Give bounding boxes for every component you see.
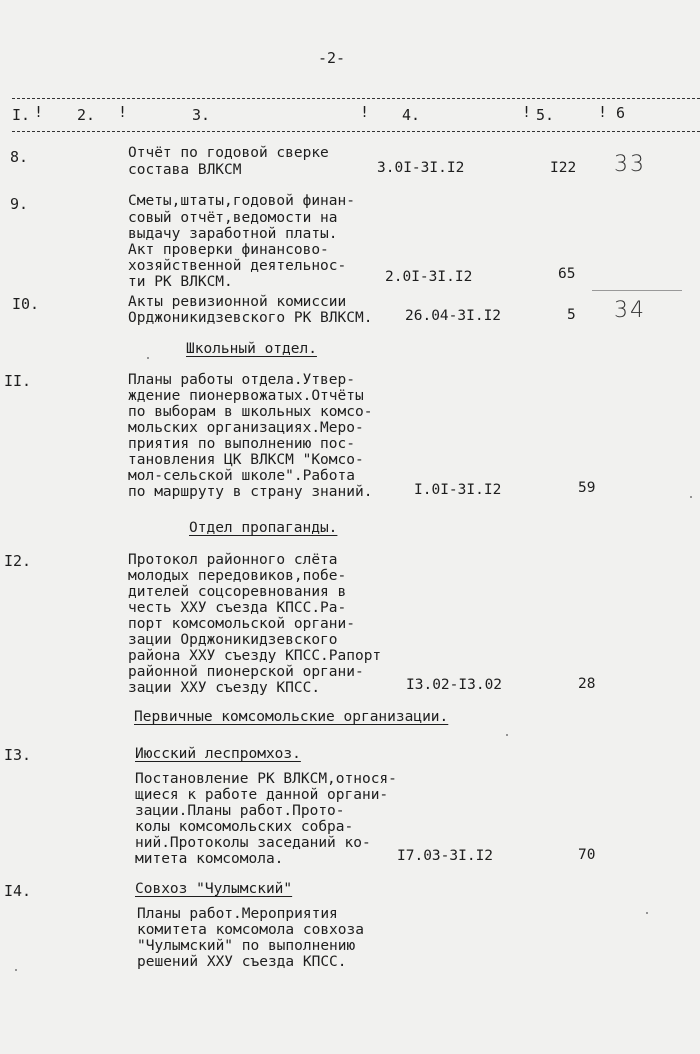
entry-sheet-count: 70 <box>578 847 596 863</box>
entry-title-line: районной пионерской органи- <box>128 664 364 680</box>
entry-title-line: состава ВЛКСМ <box>128 162 242 178</box>
entry-title-line: по маршруту в страну знаний. <box>128 484 373 500</box>
entry-title-line: "Чулымский" по выполнению <box>137 938 356 954</box>
col-separator: ! <box>522 103 532 121</box>
entry-title-line: Протокол районного слёта <box>128 552 338 568</box>
entry-title-line: мол-сельской школе".Работа <box>128 468 355 484</box>
col-header-2: 2. <box>77 106 96 124</box>
paper-speck <box>15 969 17 971</box>
entry-dates: I.0I-3I.I2 <box>414 482 502 498</box>
paper-speck <box>506 734 508 736</box>
entry-number: II. <box>4 372 32 390</box>
col-separator: ! <box>598 103 608 121</box>
entry-dates: 26.04-3I.I2 <box>405 308 502 324</box>
paper-speck <box>690 496 692 498</box>
entry-title-line: дителей соцсоревнования в <box>128 584 347 600</box>
entry-dates: I3.02-I3.02 <box>406 677 503 693</box>
entry-title-line: приятия по выполнению пос- <box>128 436 355 452</box>
entry-title-line: щиеся к работе данной органи- <box>135 787 389 803</box>
entry-title-line: порт комсомольской органи- <box>128 616 355 632</box>
entry-title-line: ний.Протоколы заседаний ко- <box>135 835 371 851</box>
entry-dates: I7.03-3I.I2 <box>397 848 494 864</box>
entry-title-line: колы комсомольских собра- <box>135 819 354 835</box>
col-header-3: 3. <box>192 106 211 124</box>
handwritten-sheet-number: 33 <box>614 152 646 177</box>
entry-sheet-count: I22 <box>550 160 577 176</box>
section-heading-propaganda: Отдел пропаганды. <box>189 520 338 536</box>
entry-title-line: митета комсомола. <box>135 851 284 867</box>
section-heading-school: Школьный отдел. <box>186 341 317 357</box>
paper-speck <box>646 912 648 914</box>
col-separator: ! <box>360 103 370 121</box>
col-header-5: 5. <box>536 106 555 124</box>
entry-title-line: ждение пионервожатых.Отчёты <box>128 388 364 404</box>
entry-title-line: ти РК ВЛКСМ. <box>128 274 233 290</box>
header-top-rule <box>12 98 700 99</box>
entry-title-line: Акт проверки финансово- <box>128 242 329 258</box>
entry-title-line: честь ХХУ съезда КПСС.Ра- <box>128 600 347 616</box>
entry-organization-title: Июсский леспромхоз. <box>135 746 301 762</box>
entry-title-line: хозяйственной деятельнос- <box>128 258 347 274</box>
entry-title-line: Планы работ.Мероприятия <box>137 906 338 922</box>
entry-title-line: совый отчёт,ведомости на <box>128 210 338 226</box>
entry-sheet-count: 5 <box>567 307 576 323</box>
entry-title-line: комитета комсомола совхоза <box>137 922 364 938</box>
entry-number: 8. <box>10 148 29 166</box>
entry-number: I4. <box>4 882 32 900</box>
entry-number: I0. <box>12 295 40 313</box>
col-separator: ! <box>118 103 128 121</box>
entry-title-line: мольских организациях.Меро- <box>128 420 364 436</box>
entry-number: 9. <box>10 195 29 213</box>
entry-title-line: Акты ревизионной комиссии <box>128 294 347 310</box>
entry-title-line: зации.Планы работ.Прото- <box>135 803 345 819</box>
entry-title-line: молодых передовиков,побе- <box>128 568 347 584</box>
entry-title-line: Постановление РК ВЛКСМ,относя- <box>135 771 397 787</box>
entry-number: I2. <box>4 552 32 570</box>
entry-title-line: выдачу заработной платы. <box>128 226 338 242</box>
page-number: -2- <box>318 49 346 67</box>
col-header-4: 4. <box>402 106 421 124</box>
entry-title-line: по выборам в школьных комсо- <box>128 404 373 420</box>
entry-title-line: зации Орджоникидзевского <box>128 632 338 648</box>
margin-pencil-rule <box>592 290 682 291</box>
entry-title-line: Сметы,штаты,годовой финан- <box>128 193 355 209</box>
entry-title-line: тановления ЦК ВЛКСМ "Комсо- <box>128 452 364 468</box>
entry-title-line: зации ХХУ съезду КПСС. <box>128 680 321 696</box>
entry-title-line: Планы работы отдела.Утвер- <box>128 372 355 388</box>
section-heading-primary-organizations: Первичные комсомольские организации. <box>134 709 449 725</box>
entry-dates: 2.0I-3I.I2 <box>385 269 473 285</box>
col-separator: ! <box>34 103 44 121</box>
entry-title-line: Отчёт по годовой сверке <box>128 145 329 161</box>
entry-organization-title: Совхоз "Чулымский" <box>135 881 293 897</box>
col-header-6: 6 <box>616 104 626 122</box>
col-header-1: I. <box>12 106 31 124</box>
entry-sheet-count: 65 <box>558 266 576 282</box>
header-bottom-rule <box>12 131 700 132</box>
entry-sheet-count: 59 <box>578 480 596 496</box>
entry-title-line: района ХХУ съезду КПСС.Рапорт <box>128 648 382 664</box>
entry-number: I3. <box>4 746 32 764</box>
handwritten-sheet-number: 34 <box>614 298 646 323</box>
entry-dates: 3.0I-3I.I2 <box>377 160 465 176</box>
paper-speck <box>147 357 149 359</box>
entry-title-line: решений ХХУ съезда КПСС. <box>137 954 347 970</box>
entry-title-line: Орджоникидзевского РК ВЛКСМ. <box>128 310 373 326</box>
entry-sheet-count: 28 <box>578 676 596 692</box>
